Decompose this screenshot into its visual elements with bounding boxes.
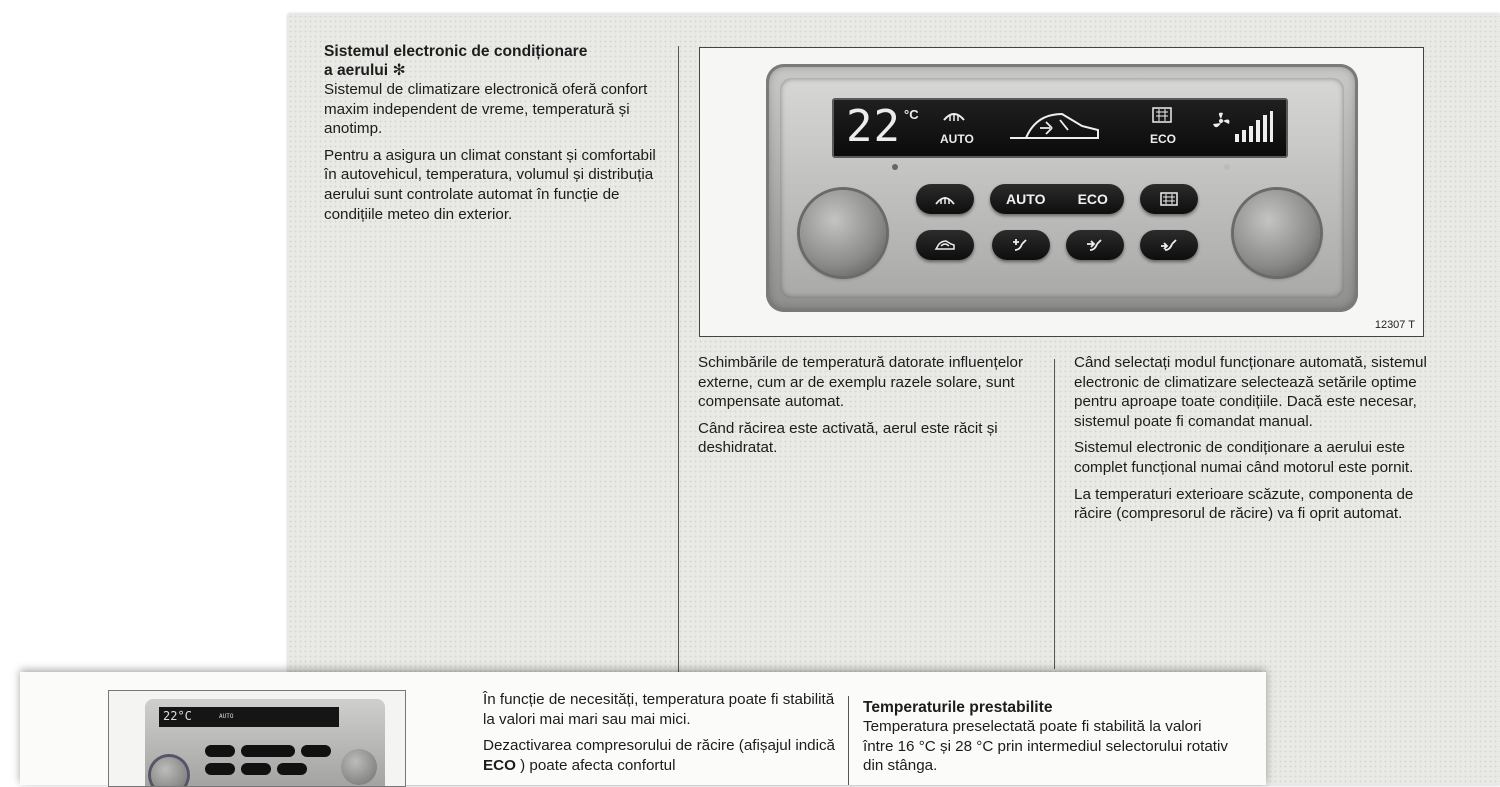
lower-paragraph-2 xyxy=(483,736,838,775)
rear-defrost-button[interactable] xyxy=(1140,184,1198,214)
defrost-icon xyxy=(942,108,966,124)
rear-defrost-icon xyxy=(1150,106,1174,124)
auto-eco-button[interactable] xyxy=(990,184,1124,214)
display-eco-label: ECO xyxy=(1150,132,1177,146)
fan-speed-bars-icon xyxy=(1234,110,1274,144)
lcd-display xyxy=(832,98,1288,158)
intro-column xyxy=(324,42,670,231)
thumbnail-button xyxy=(241,763,271,775)
rear-defrost-button-icon xyxy=(1158,190,1180,208)
thumbnail-button xyxy=(205,763,235,775)
airflow-upper-icon xyxy=(1010,236,1032,254)
airflow-middle-icon xyxy=(1084,236,1106,254)
climate-control-panel xyxy=(766,64,1358,312)
lower-right-column xyxy=(863,698,1233,783)
temperature-knob[interactable] xyxy=(800,190,886,276)
lower-paragraph-2-start: Dezactivarea compresorului de răcire (afișajul indică xyxy=(483,737,835,755)
right-paragraph-3: La temperaturi exterioare scăzute, componenta de răcire (compresorul de răcire) va fi oprit automat. xyxy=(1074,485,1414,523)
intro-paragraph-1: Sistemul de climatizare electronică oferă confort maxim independent de vreme, temperatură și anotimp. xyxy=(324,81,648,138)
airflow-lower-icon xyxy=(1158,236,1180,254)
middle-column xyxy=(698,353,1048,465)
lower-column-divider xyxy=(848,696,849,785)
thumbnail-button xyxy=(301,745,331,757)
airflow-lower-button[interactable] xyxy=(1140,230,1198,260)
intro-paragraph-2: Pentru a asigura un climat constant și comfortabil în autovehicul, temperatura, volumul și distribuția aerului sunt controlate automat în funcție de condițiile meteo din exterior. xyxy=(324,146,656,223)
column-divider-2 xyxy=(1054,359,1055,669)
right-paragraph-1: Când selectați modul funcționare automată, sistemul electronic de climatizare selectează setările optime pentru aproape toate condițiile. Dacă este necesar, sistemul poate fi comandat manual. xyxy=(1074,354,1427,430)
thumbnail-figure xyxy=(108,690,406,787)
thumbnail-display xyxy=(159,707,339,727)
airflow-middle-button[interactable] xyxy=(1066,230,1124,260)
preset-temperatures-paragraph: Temperatura preselectată poate fi stabilită la valori între 16 °C și 28 °C prin intermediul selectorului rotativ din stânga. xyxy=(863,718,1228,775)
eco-button-label: ECO xyxy=(1077,191,1108,207)
manual-page xyxy=(288,14,1500,785)
display-unit: °C xyxy=(904,107,919,122)
indicator-led-right xyxy=(1224,164,1230,170)
thumbnail-temperature: 22°C xyxy=(163,709,192,723)
lower-middle-column xyxy=(483,690,838,782)
middle-paragraph-1: Schimbările de temperatură datorate influențelor externe, cum ar de exemplu razele solare, sunt compensate automat. xyxy=(698,354,1024,411)
right-column xyxy=(1074,353,1430,531)
lower-paragraph-2-end: ) poate afecta confortul xyxy=(515,756,676,774)
thumbnail-button xyxy=(277,763,307,775)
heading-line-1: Sistemul electronic de condiționare xyxy=(324,43,588,60)
lower-manual-page xyxy=(20,672,1266,785)
thumbnail-knob-left xyxy=(151,757,187,787)
fan-speed-knob[interactable] xyxy=(1234,190,1320,276)
lower-paragraph-1: În funcție de necesități, temperatura poate fi stabilită la valori mai mari sau mai mici. xyxy=(483,691,835,728)
display-temperature: 22 xyxy=(846,101,901,152)
right-paragraph-2: Sistemul electronic de condiționare a aerului este complet funcțional numai când motorul este pornit. xyxy=(1074,439,1414,476)
section-heading xyxy=(324,42,670,80)
indicator-led-left xyxy=(892,164,898,170)
fan-icon xyxy=(1210,110,1232,132)
heading-line-2: a aerului xyxy=(324,62,389,79)
auto-button-label: AUTO xyxy=(1006,191,1046,207)
display-auto-label: AUTO xyxy=(940,132,974,146)
recirculation-icon xyxy=(934,236,956,254)
middle-paragraph-2: Când răcirea este activată, aerul este răcit și deshidratat. xyxy=(698,419,998,457)
preset-temperatures-heading: Temperaturile prestabilite xyxy=(863,699,1053,716)
defrost-button-icon xyxy=(934,190,956,208)
snowflake-icon: ✻ xyxy=(392,62,406,79)
thumbnail-panel xyxy=(145,699,385,787)
climate-control-figure xyxy=(699,47,1424,337)
panel-face xyxy=(780,78,1344,298)
airflow-upper-button[interactable] xyxy=(992,230,1050,260)
thumbnail-auto-label: AUTO xyxy=(219,713,234,720)
recirculation-button[interactable] xyxy=(916,230,974,260)
thumbnail-button xyxy=(241,745,295,757)
thumbnail-button xyxy=(205,745,235,757)
eco-emphasis: ECO xyxy=(483,756,516,774)
thumbnail-knob-right xyxy=(341,749,377,785)
figure-code: 12307 T xyxy=(1374,319,1415,331)
defrost-button[interactable] xyxy=(916,184,974,214)
car-airflow-icon xyxy=(1006,108,1102,144)
